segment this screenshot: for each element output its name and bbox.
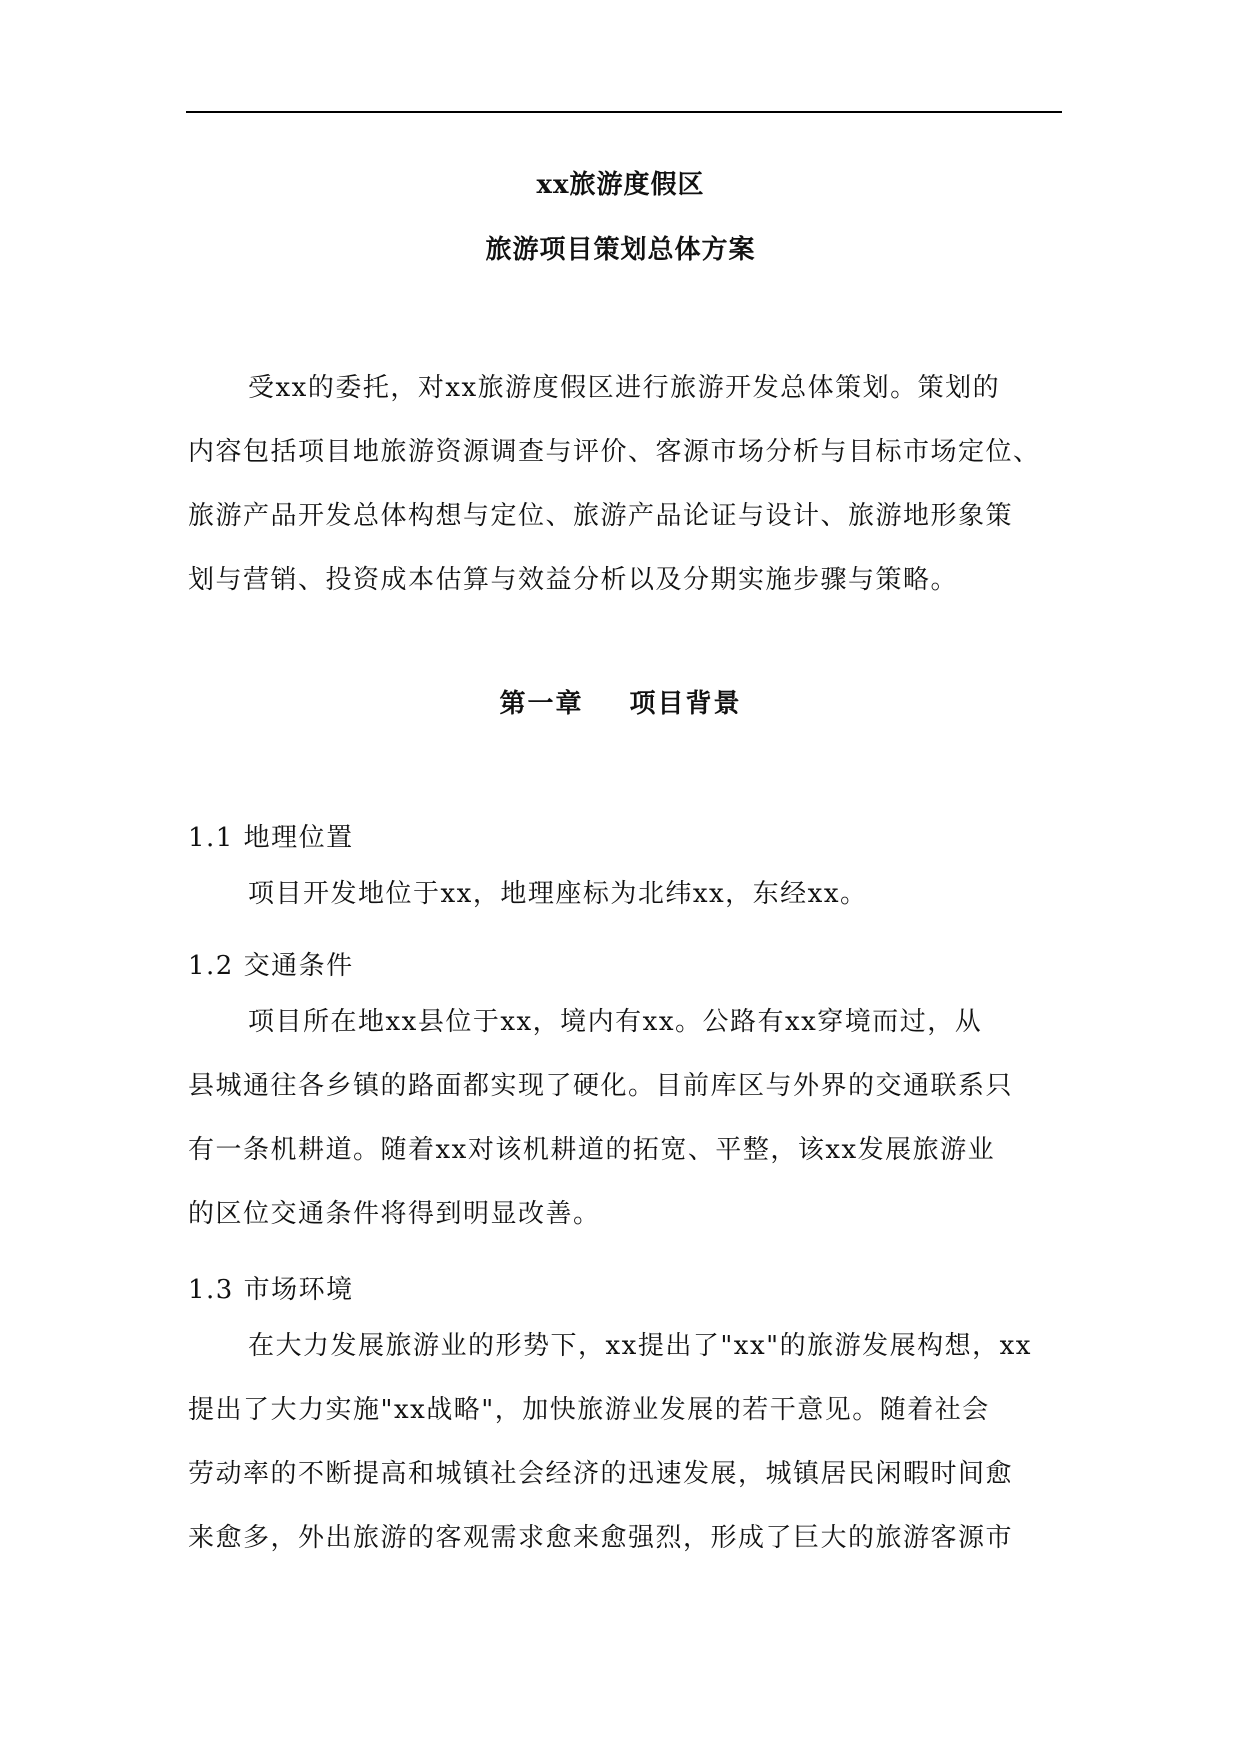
section-heading: 1.1 地理位置 xyxy=(188,823,354,853)
paragraph-line: 项目开发地位于xx，地理座标为北纬xx，东经xx。 xyxy=(248,879,868,909)
intro-line: 划与营销、投资成本估算与效益分析以及分期实施步骤与策略。 xyxy=(188,565,959,595)
chapter-number: 第一章 xyxy=(499,689,584,719)
intro-line: 旅游产品开发总体构想与定位、旅游产品论证与设计、旅游地形象策 xyxy=(188,501,1014,531)
header-rule xyxy=(186,111,1062,113)
document-title-line2: 旅游项目策划总体方案 xyxy=(485,235,756,265)
paragraph-line: 的区位交通条件将得到明显改善。 xyxy=(188,1199,601,1229)
section-paragraph xyxy=(188,862,1060,926)
section-paragraph xyxy=(188,990,1060,1246)
paragraph-line: 来愈多，外出旅游的客观需求愈来愈强烈，形成了巨大的旅游客源市 xyxy=(188,1523,1014,1553)
intro-line: 受xx的委托，对xx旅游度假区进行旅游开发总体策划。策划的 xyxy=(248,373,1001,403)
paragraph-line: 劳动率的不断提高和城镇社会经济的迅速发展，城镇居民闲暇时间愈 xyxy=(188,1459,1014,1489)
paragraph-line: 项目所在地xx县位于xx，境内有xx。公路有xx穿境而过，从 xyxy=(248,1007,983,1037)
paragraph-line: 在大力发展旅游业的形势下，xx提出了"xx"的旅游发展构想，xx xyxy=(248,1331,1032,1361)
chapter-heading xyxy=(0,684,1241,724)
section-paragraph xyxy=(188,1314,1060,1570)
document-title-line1: xx旅游度假区 xyxy=(536,170,705,200)
paragraph-line: 有一条机耕道。随着xx对该机耕道的拓宽、平整，该xx发展旅游业 xyxy=(188,1135,996,1165)
section-heading: 1.3 市场环境 xyxy=(188,1275,354,1305)
paragraph-line: 县城通往各乡镇的路面都实现了硬化。目前库区与外界的交通联系只 xyxy=(188,1071,1014,1101)
paragraph-line: 提出了大力实施"xx战略"，加快旅游业发展的若干意见。随着社会 xyxy=(188,1395,990,1425)
chapter-title: 项目背景 xyxy=(629,689,742,719)
intro-line: 内容包括项目地旅游资源调查与评价、客源市场分析与目标市场定位、 xyxy=(188,437,1041,467)
intro-paragraph xyxy=(188,356,1060,612)
section-heading: 1.2 交通条件 xyxy=(188,951,354,981)
